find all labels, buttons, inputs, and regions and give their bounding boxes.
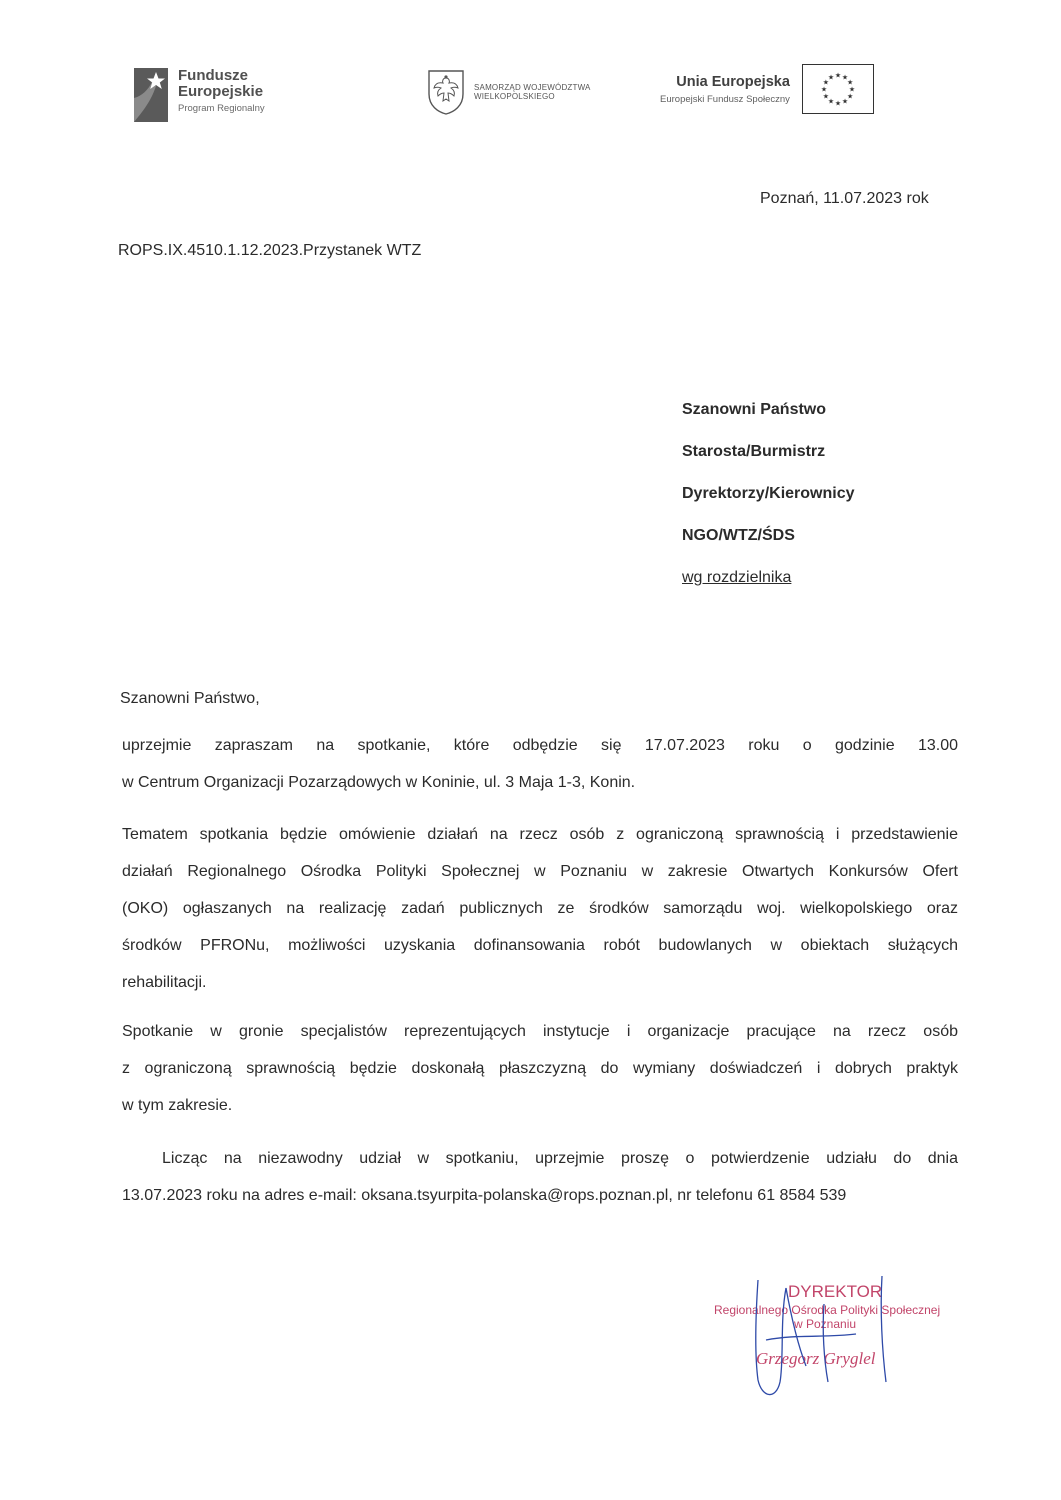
reference-number: ROPS.IX.4510.1.12.2023.Przystanek WTZ (118, 242, 422, 259)
paragraph-line: (OKO) ogłaszanych na realizację zadań publicznych ze środków samorządu woj. wielkopolskiego oraz (122, 900, 958, 917)
stamp-line2: Regionalnego Ośrodka Polityki Społecznej (714, 1303, 941, 1317)
recipient-line: Dyrektorzy/Kierownicy (682, 485, 855, 502)
paragraph-line: działań Regionalnego Ośrodka Polityki Społecznej w Poznaniu w zakresie Otwartych Konkursów Ofert (122, 863, 958, 880)
stamp-title: DYREKTOR (788, 1282, 883, 1301)
paragraph-line: z ograniczoną sprawnością będzie doskonałą płaszczyzną do wymiany doświadczeń i dobrych praktyk (122, 1060, 958, 1077)
eu-logo-line2: Europejski Fundusz Społeczny (660, 93, 790, 105)
paragraph-topic (122, 816, 958, 1001)
eu-logo-line1: Unia Europejska (676, 73, 790, 90)
recipients-block (682, 400, 855, 610)
recipient-line: NGO/WTZ/ŚDS (682, 527, 795, 544)
sw-logo-line2: WIELKOPOLSKIEGO (474, 92, 555, 101)
fundusze-europejskie-logo (134, 68, 265, 122)
paragraph-line: uprzejmie zapraszam na spotkanie, które odbędzie się 17.07.2023 roku o godzinie 13.00 (122, 737, 958, 754)
paragraph-line: w tym zakresie. (122, 1097, 233, 1114)
samorzad-wojewodztwa-logo (426, 68, 591, 116)
unia-europejska-logo (660, 64, 874, 114)
eu-star-icon: ★ (834, 72, 842, 80)
paragraph-line: Spotkanie w gronie specjalistów reprezentujących instytucje i organizacje pracujące na rzecz osób (122, 1023, 958, 1040)
recipient-line: Szanowni Państwo (682, 401, 827, 418)
fe-logo-line3: Program Regionalny (178, 102, 265, 114)
paragraph-confirmation (122, 1140, 958, 1214)
sw-logo-line1: SAMORZĄD WOJEWÓDZTWA (474, 82, 591, 92)
eu-star-icon: ★ (841, 98, 849, 106)
letter-date: Poznań, 11.07.2023 rok (760, 190, 929, 207)
distribution-list-note: wg rozdzielnika (682, 569, 792, 586)
director-stamp-signature (706, 1270, 966, 1410)
fe-logo-line1: Fundusze (178, 67, 248, 84)
eu-flag-icon (802, 64, 874, 114)
eu-star-icon: ★ (822, 93, 829, 101)
paragraph-invitation (122, 727, 958, 801)
fe-logo-line2: Europejskie (178, 82, 264, 100)
eu-star-icon: ★ (822, 79, 829, 87)
eu-star-icon: ★ (841, 74, 849, 82)
stamp-name: Grzegorz Gryglel (756, 1349, 876, 1368)
eu-star-icon: ★ (834, 100, 842, 108)
eu-star-icon: ★ (827, 98, 835, 106)
paragraph-meeting-value (122, 1013, 958, 1124)
fe-star-flag-icon (134, 68, 168, 122)
paragraph-line: 13.07.2023 roku na adres e-mail: oksana.tsyurpita-polanska@rops.poznan.pl, nr telefonu 61 8584 539 (122, 1187, 847, 1204)
eu-star-icon: ★ (820, 86, 828, 94)
greeting: Szanowni Państwo, (120, 690, 260, 707)
recipient-line: Starosta/Burmistrz (682, 443, 826, 460)
eu-star-icon: ★ (848, 86, 856, 94)
paragraph-line: Tematem spotkania będzie omówienie działań na rzecz osób z ograniczoną sprawnością i przedstawienie (122, 826, 958, 843)
paragraph-line: Licząc na niezawodny udział w spotkaniu, uprzejmie proszę o potwierdzenie udziału do dnia (162, 1150, 958, 1167)
stamp-line3: w Poznaniu (794, 1317, 857, 1331)
paragraph-line: środków PFRONu, możliwości uzyskania dofinansowania robót budowlanych w obiektach służących (122, 937, 958, 954)
eu-star-icon: ★ (827, 74, 835, 82)
eagle-crest-icon (426, 68, 466, 116)
eu-star-icon: ★ (846, 93, 854, 101)
eu-star-icon: ★ (846, 79, 854, 87)
paragraph-line: w Centrum Organizacji Pozarządowych w Koninie, ul. 3 Maja 1-3, Konin. (122, 774, 636, 791)
paragraph-line: rehabilitacji. (122, 974, 207, 991)
